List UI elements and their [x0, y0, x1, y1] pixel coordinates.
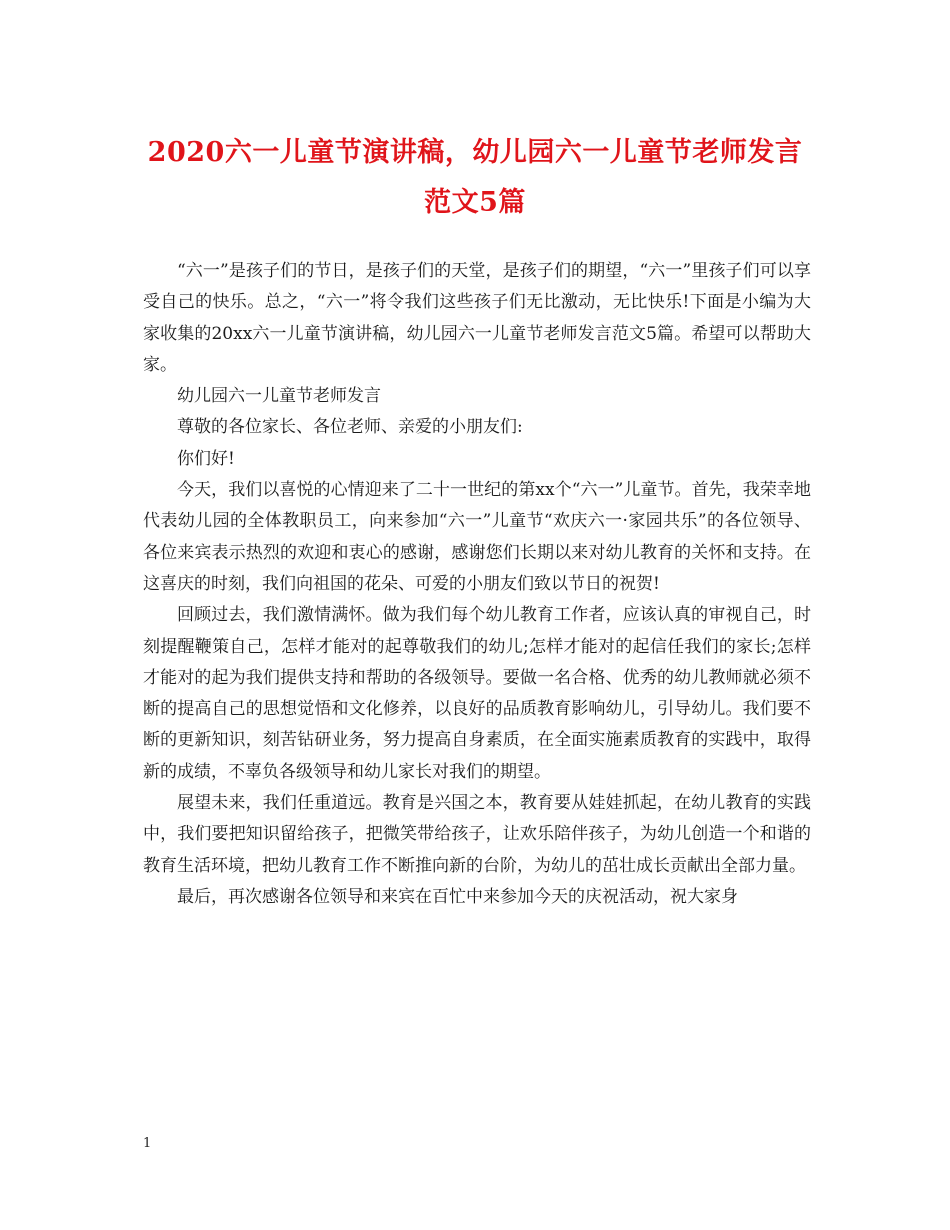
intro-paragraph: “六一”是孩子们的节日，是孩子们的天堂，是孩子们的期望，“六一”里孩子们可以享受自己的快乐。总之，“六一”将令我们这些孩子们无比激动，无比快乐!下面是小编为大家收集的20xx六一儿童节演讲稿，幼儿园六一儿童节老师发言范文5篇。希望可以帮助大家。 — [143, 261, 811, 375]
body-paragraph: 回顾过去，我们激情满怀。做为我们每个幼儿教育工作者，应该认真的审视自己，时刻提醒鞭策自己，怎样才能对的起尊敬我们的幼儿;怎样才能对的起信任我们的家长;怎样才能对的起为我们提供支持和帮助的各级领导。要做一名合格、优秀的幼儿教师就必须不断的提高自己的思想觉悟和文化修养，以良好的品质教育影响幼儿，引导幼儿。我们要不断的更新知识，刻苦钻研业务，努力提高自身素质，在全面实施素质教育的实践中，取得新的成绩，不辜负各级领导和幼儿家长对我们的期望。 — [143, 605, 811, 782]
document-body — [143, 256, 811, 913]
salutation: 尊敬的各位家长、各位老师、亲爱的小朋友们: — [177, 417, 523, 438]
section-heading: 幼儿园六一儿童节老师发言 — [177, 386, 381, 407]
page-number: 1 — [143, 1136, 152, 1151]
greeting: 你们好! — [177, 448, 235, 469]
body-paragraph: 最后，再次感谢各位领导和来宾在百忙中来参加今天的庆祝活动，祝大家身 — [177, 886, 738, 907]
body-paragraph: 展望未来，我们任重道远。教育是兴国之本，教育要从娃娃抓起，在幼儿教育的实践中，我们要把知识留给孩子，把微笑带给孩子，让欢乐陪伴孩子，为幼儿创造一个和谐的教育生活环境，把幼儿教育工作不断推向新的台阶，为幼儿的茁壮成长贡献出全部力量。 — [143, 793, 811, 876]
document-title: 2020六一儿童节演讲稿，幼儿园六一儿童节老师发言范文5篇 — [147, 137, 803, 218]
body-paragraph: 今天，我们以喜悦的心情迎来了二十一世纪的第xx个“六一”儿童节。首先，我荣幸地代表幼儿园的全体教职员工，向来参加“六一”儿童节“欢庆六一·家园共乐”的各位领导、各位来宾表示热烈的欢迎和衷心的感谢，感谢您们长期以来对幼儿教育的关怀和支持。在这喜庆的时刻，我们向祖国的花朵、可爱的小朋友们致以节日的祝贺! — [143, 480, 811, 594]
